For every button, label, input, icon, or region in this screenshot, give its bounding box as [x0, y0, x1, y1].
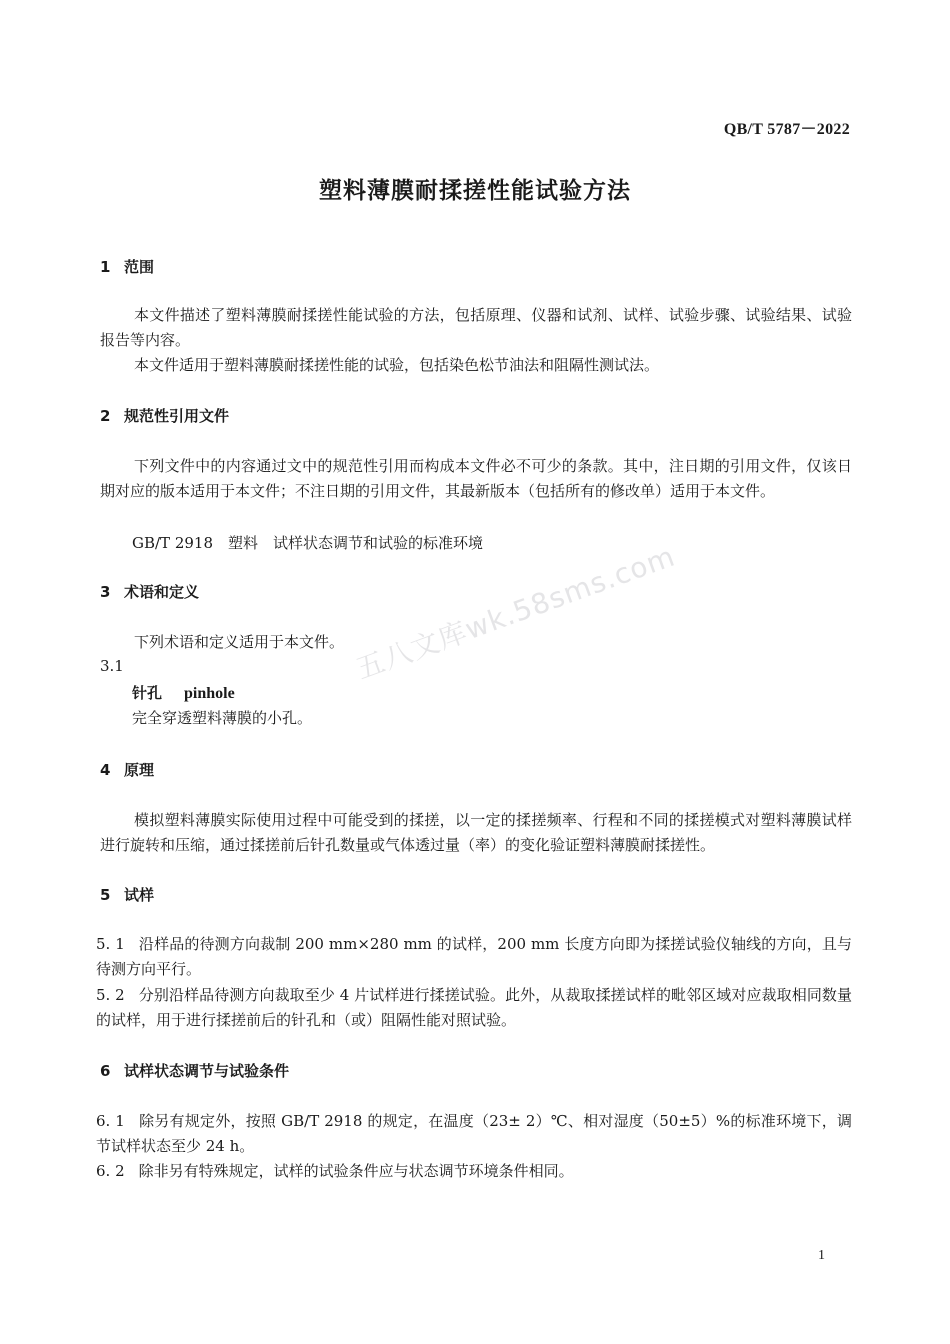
term-entry [132, 682, 235, 703]
section-number: 5 [100, 886, 111, 904]
section-3-heading [100, 581, 199, 602]
clause-5-2 [96, 983, 852, 1033]
clause-6-2 [96, 1159, 852, 1184]
section-title: 范围 [124, 258, 155, 276]
section-4-heading [100, 759, 154, 780]
standard-code: QB/T 5787－2022 [723, 121, 850, 138]
section-2-heading [100, 405, 229, 426]
clause-text: 沿样品的待测方向裁制 200 mm×280 mm 的试样，200 mm 长度方向即为揉搓试验仪轴线的方向，且与待测方向平行。 [96, 935, 852, 978]
term-definition: 完全穿透塑料薄膜的小孔。 [132, 709, 313, 727]
clause-5-1 [96, 932, 852, 982]
section-2-paragraph-1: 下列文件中的内容通过文中的规范性引用而构成本文件必不可少的条款。其中，注日期的引用文件，仅该日期对应的版本适用于本文件；不注日期的引用文件，其最新版本（包括所有的修改单）适用于本文件。 [100, 457, 852, 500]
section-number: 1 [100, 258, 111, 276]
clause-text: 分别沿样品待测方向裁取至少 4 片试样进行揉搓试验。此外，从裁取揉搓试样的毗邻区域对应裁取相同数量的试样，用于进行揉搓前后的针孔和（或）阻隔性能对照试验。 [96, 986, 852, 1029]
section-5-heading [100, 884, 154, 905]
section-1-paragraph-2: 本文件适用于塑料薄膜耐揉搓性能的试验，包括染色松节油法和阻隔性测试法。 [134, 356, 660, 374]
clause-number: 6. 1 [96, 1112, 125, 1130]
section-3-paragraph-1: 下列术语和定义适用于本文件。 [134, 633, 345, 651]
clause-number: 5. 2 [96, 986, 125, 1004]
watermark-text: 五八文库wk.58sms.com [351, 539, 680, 686]
normative-reference: GB/T 2918 塑料 试样状态调节和试验的标准环境 [132, 534, 484, 552]
term-number: 3.1 [100, 657, 124, 675]
clause-text: 除另有规定外，按照 GB/T 2918 的规定，在温度（23± 2）℃、相对湿度（50±5）%的标准环境下，调节试样状态至少 24 h。 [96, 1112, 852, 1155]
section-number: 2 [100, 407, 111, 425]
section-4-paragraph-1: 模拟塑料薄膜实际使用过程中可能受到的揉搓，以一定的揉搓频率、行程和不同的揉搓模式对塑料薄膜试样进行旋转和压缩，通过揉搓前后针孔数量或气体透过量（率）的变化验证塑料薄膜耐揉搓性。 [100, 811, 852, 854]
clause-number: 5. 1 [96, 935, 125, 953]
section-1-paragraph-1: 本文件描述了塑料薄膜耐揉搓性能试验的方法，包括原理、仪器和试剂、试样、试验步骤、试验结果、试验报告等内容。 [100, 306, 852, 349]
clause-number: 6. 2 [96, 1162, 125, 1180]
clause-6-1 [96, 1109, 852, 1159]
clause-text: 除非另有特殊规定，试样的试验条件应与状态调节环境条件相同。 [138, 1162, 574, 1180]
document-title: 塑料薄膜耐揉搓性能试验方法 [319, 178, 631, 204]
term-chinese: 针孔 [132, 684, 163, 702]
section-title: 试样状态调节与试验条件 [124, 1062, 290, 1080]
section-number: 4 [100, 761, 111, 779]
term-english: pinhole [184, 685, 235, 702]
section-title: 试样 [124, 886, 155, 904]
section-number: 6 [100, 1062, 111, 1080]
page-number: 1 [818, 1248, 825, 1263]
section-title: 原理 [124, 761, 155, 779]
section-title: 术语和定义 [124, 583, 200, 601]
section-6-heading [100, 1060, 289, 1081]
section-1-heading [100, 256, 154, 277]
section-title: 规范性引用文件 [124, 407, 230, 425]
section-number: 3 [100, 583, 111, 601]
